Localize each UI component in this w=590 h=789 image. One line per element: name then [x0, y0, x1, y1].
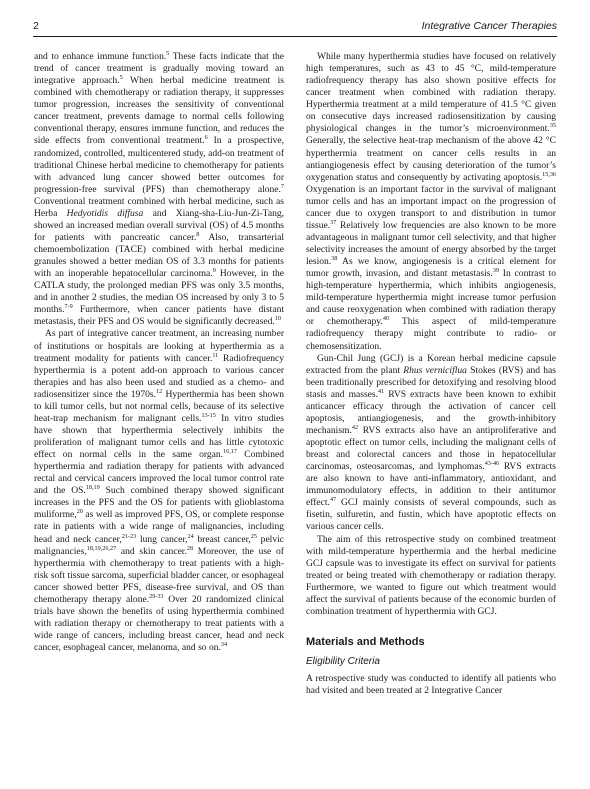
journal-name: Integrative Cancer Therapies — [421, 20, 557, 32]
body-paragraph: As part of integrative cancer treatment, an increasing number of institutions or hospitals are looking at hyperthermia as a treatment modality for patients with cancer.$^{11}$ Radiofrequency hyperthermia is a potent add-on approach to various cancer therapies and has also been used and studied as a chemo- and radiosensitizer since the 1970s.$^{12}$ Hyperthermia has been shown to kill tumor cells, but not normal cells, because of its selective heat-trap mechanism for malignant cells.$^{13-15}$ In vitro studies have shown that hyperthermia selectively inhibits the proliferation of malignant tumor cells and has little cytotoxic effect on normal cells in the same organ.$^{16,17}$ Combined hyperthermia and radiation therapy for patients with advanced rectal and cervical cancers improved the local tumor control rate and the OS.$^{18,19}$ Such combined therapy showed significant increases in the PFS and the OS for patients with glioblastoma muliforme,$^{20}$ as well as improved PFS, OS, or complete response rate in patients with a wide range of malignancies, including head and neck cancer,$^{21-23}$ lung cancer,$^{24}$ breast cancer,$^{25}$ pelvic malignancies,$^{18,19,26,27}$ and skin cancer.$^{28}$ Moreover, the use of hyperthermia with chemotherapy to treat patients with a high-risk soft tissue sarcoma, superficial bladder cancer, or esophageal cancer showed better PFS, disease-free survival, and OS than chemotherapy therapy alone.$^{29-33}$ Over 20 randomized clinical trials have shown the benefits of using hyperthermia combined with radiation therapy or chemotherapy to treat patients with a wide range of cancers, including breast cancer, head and neck cancer, esophageal cancer, melanoma, and so on.$^{34}$ — [34, 328, 285, 654]
left-column — [34, 51, 284, 654]
body-paragraph: The aim of this retrospective study on combined treatment with mild-temperature hyperthermia and the herbal medicine GCJ capsule was to investigate its effect on survival for patients treated or being treated with chemotherapy or radiation therapy. Furthermore, we wanted to figure out which treatment would affect the survival of patients because of the economic burden of combination treatment of hyperthermia with GCJ. — [306, 533, 556, 617]
running-header — [33, 20, 557, 37]
body-paragraph: A retrospective study was conducted to identify all patients who had visited and been treated at 2 Integrative Cancer — [306, 672, 556, 696]
right-column — [306, 51, 556, 697]
subsection-heading: Eligibility Criteria — [306, 655, 380, 667]
section-heading: Materials and Methods — [306, 635, 425, 648]
body-paragraph: and to enhance immune function.$^5$ These facts indicate that the trend of cancer treatment is gradually moving toward an integrative approach.$^5$ When herbal medicine treatment is combined with chemotherapy or radiation therapy, it suppresses tumor progression, increases the sensitivity of conventional cancer treatment, prevents damage to normal cells following conventional therapy, ensures immune function, and reduces the side effects from conventional treatment.$^6$ In a prospective, randomized, controlled, multicentered study, add-on treatment of traditional Chinese herbal medicine to chemotherapy for patients with advanced lung cancer showed better outcomes for progression-free survival (PFS) than chemotherapy alone.$^7$ Conventional treatment combined with herbal medicine, such as Herba Hedyotidis diffusa and Xiang-sha-Liu-Jun-Zi-Tang, showed an increased median overall survival (OS) of 4.5 months for patients with pancreatic cancer.$^8$ Also, transarterial chemoembolization (TACE) combined with herbal medicine granules showed a better median OS of 3.3 months for patients with an inoperable hepatocellular carcinoma.$^9$ However, in the CATLA study, the prolonged median PFS was only 3.5 months, and in another 2 studies, the median OS increased by only 3 to 5 months.$^{7-9}$ Furthermore, when cancer patients have distant metastasis, their PFS and OS would be significantly decreased.$^{10}$ — [34, 49, 285, 328]
body-paragraph: Gun-Chil Jung (GCJ) is a Korean herbal medicine capsule extracted from the plant Rhus verniciflua Stokes (RVS) and has been traditionally prescribed for detoxifying and resolving blood stasis and masses.$^{41}$ RVS extracts have been known to exhibit anticancer efficacy through the activation of cancer cell apoptosis, antiangiogenesis, and the growth-inhibitory mechanism.$^{42}$ RVS extracts also have an antiproliferative and apoptotic effect on tumor cells, including the malignant cells of breast and colorectal cancers and those in hepatocellular carcinomas, osteosarcomas, and lymphomas.$^{43-46}$ RVS extracts are also known to have anti-inflammatory, antioxidant, and immunomodulatory effects, in addition to their antitumor effect.$^{47}$ GCJ mainly consists of several compounds, such as fisetin, sulfuretin, and fustin, which have apoptotic effects on various cancer cells. — [306, 352, 557, 533]
body-paragraph: While many hyperthermia studies have focused on relatively high temperatures, such as 43 to 45 °C, mild-temperature radiofrequency therapy has also shown positive effects for cancer treatment when combined with radiation therapy. Hyperthermia treatment at a mild temperature of 41.5 °C given on consecutive days increased radiosensitization by causing physiological changes in the tumor’s microenvironment.$^{35}$ Generally, the selective heat-trap mechanism of the above 42 °C hyperthermia treatment on cancer cells results in an antiangiogenesis effect by causing deterioration of the tumor’s oxygenation status and consequently by activating apoptosis.$^{15,36}$ Oxygenation is an important factor in the survival of malignant tumor cells and has an important impact on the progression of cancer due to oxygen transport to and distribution in tumor tissue.$^{37}$ Relatively low frequencies are also known to be more advantageous in malignant tumor cell selectivity, and that higher selectivity increases the amount of energy absorbed by the target lesion.$^{38}$ As we know, angiogenesis is a critical element for tumor growth, invasion, and distant metastasis.$^{39}$ In contrast to high-temperature hyperthermia, which inhibits angiogenesis, mild-temperature hyperthermia might increase tumor perfusion and cause reoxygenation when combined with radiation therapy or chemotherapy.$^{40}$ This aspect of mild-temperature radiofrequency therapy might contribute to radio- or chemosensitization. — [306, 51, 556, 352]
page-number: 2 — [33, 20, 39, 32]
